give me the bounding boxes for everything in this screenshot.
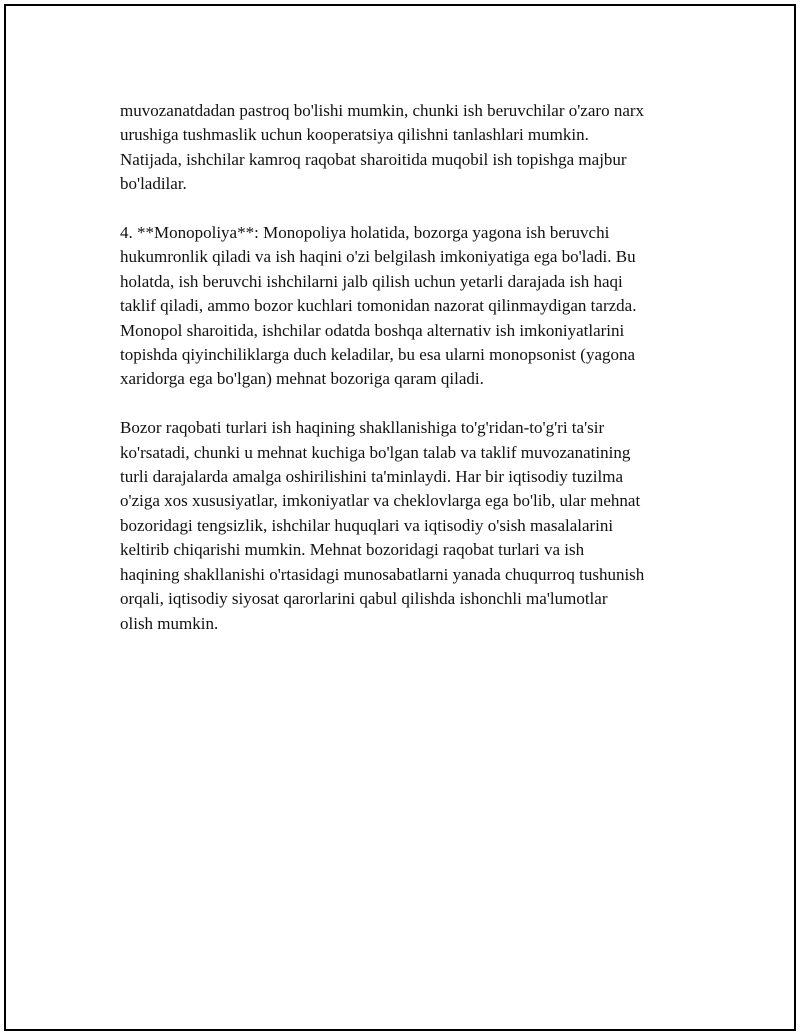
- paragraph-monopoliya: 4. **Monopoliya**: Monopoliya holatida, bozorga yagona ish beruvchi hukumronlik qiladi va ish haqini o'zi belgilash imkoniyatiga ega bo'ladi. Bu holatda, ish beruvchi ishchilarni jalb qilish uchun yetarli darajada ish haqi taklif qiladi, ammo bozor kuchlari tomonidan nazorat qilinmaydigan tarzda. Monopol sharoitida, ishchilar odatda boshqa alternativ ish imkoniyatlarini topishda qiyinchiliklarga duch keladilar, bu esa ularni monopsonist (yagona xaridorga ega bo'lgan) mehnat bozoriga qaram qiladi.: [120, 223, 637, 389]
- paragraph-continuation: muvozanatdadan pastroq bo'lishi mumkin, chunki ish beruvchilar o'zaro narx urushiga tushmaslik uchun kooperatsiya qilishni tanlashlari mumkin. Natijada, ishchilar kamroq raqobat sharoitida muqobil ish topishga majbur bo'ladilar.: [120, 101, 645, 194]
- paragraph-conclusion: Bozor raqobati turlari ish haqining shakllanishiga to'g'ridan-to'g'ri ta'sir ko'rsatadi, chunki u mehnat kuchiga bo'lgan talab va taklif muvozanatining turli darajalarda amalga oshirilishini ta'minlaydi. Har bir iqtisodiy tuzilma o'ziga xos xususiyatlar, imkoniyatlar va cheklovlarga ega bo'lib, ular mehnat bozoridagi tengsizlik, ishchilar huquqlari va iqtisodiy o'sish masalalarini keltirib chiqarishi mumkin. Mehnat bozoridagi raqobat turlari va ish haqining shakllanishi o'rtasidagi munosabatlarni yanada chuqurroq tushunish orqali, iqtisodiy siyosat qarorlarini qabul qilishda ishonchli ma'lumotlar olish mumkin.: [120, 418, 645, 633]
- document-page: [4, 4, 796, 1031]
- document-body: [120, 99, 700, 660]
